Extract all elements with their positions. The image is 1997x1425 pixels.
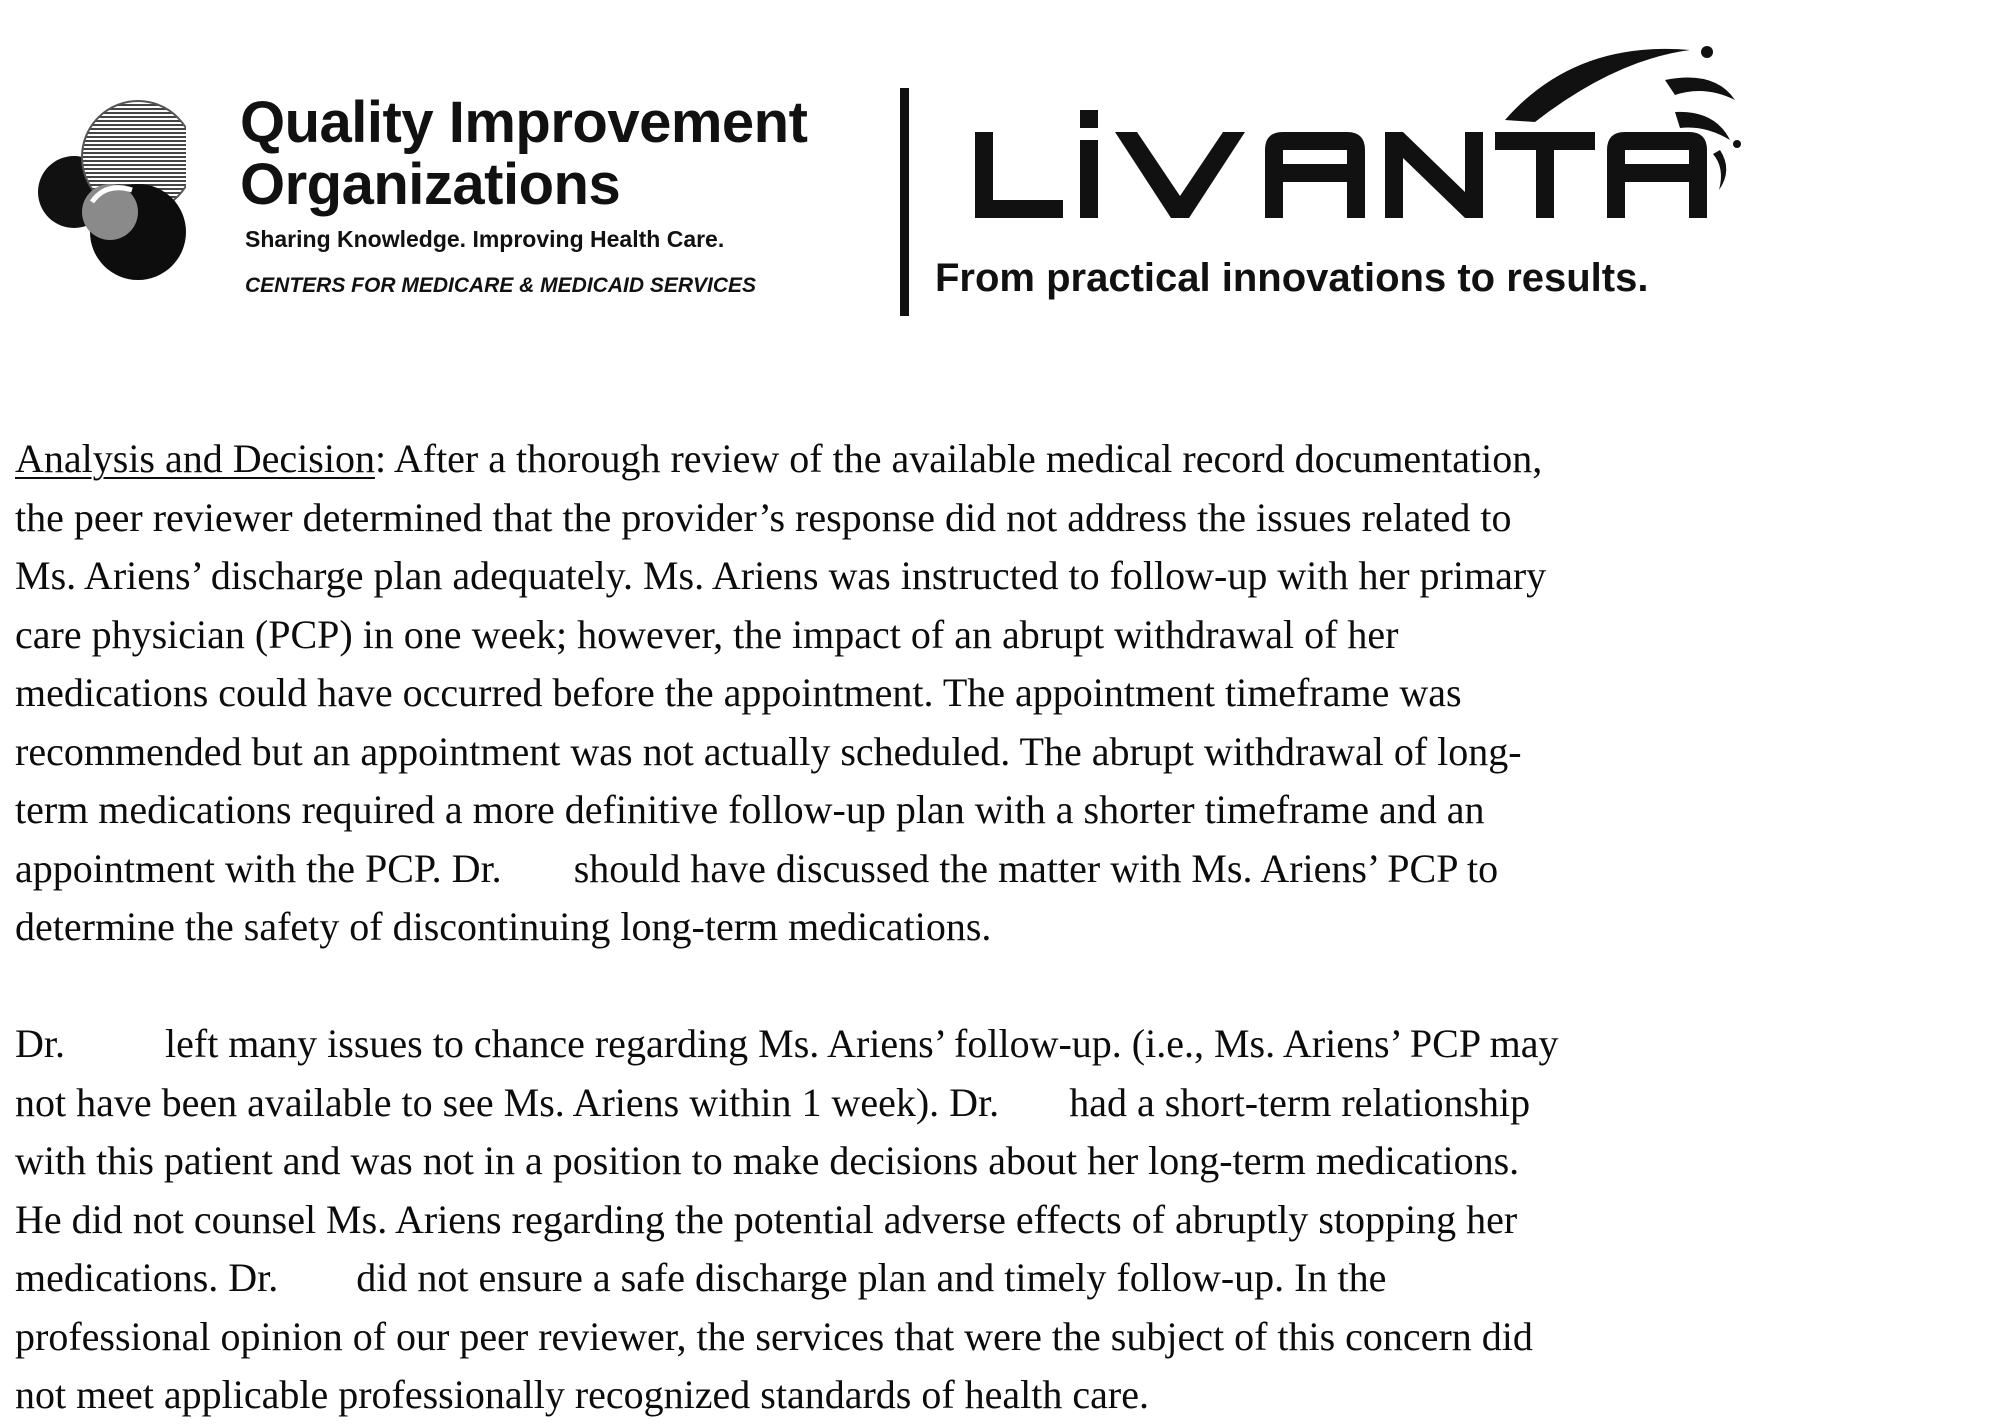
text-line: professional opinion of our peer reviewer, the services that were the subject of this concern did	[15, 1313, 1533, 1359]
qio-tagline: Sharing Knowledge. Improving Health Care.	[245, 226, 725, 252]
text-line	[15, 1015, 1990, 1074]
livanta-tagline: From practical innovations to results.	[935, 256, 1649, 300]
paragraph-follow-up	[15, 1015, 1990, 1425]
text-line: medications could have occurred before the appointment. The appointment timeframe was	[15, 670, 1462, 715]
text-line	[15, 430, 1990, 489]
paragraph-spacer	[15, 957, 1990, 1016]
text-line: with this patient and was not in a position to make decisions about her long-term medications.	[15, 1138, 1520, 1183]
text-line: not meet applicable professionally recognized standards of health care.	[15, 1372, 1149, 1417]
text-segment: Dr.	[15, 1021, 65, 1066]
text-line: He did not counsel Ms. Ariens regarding the potential adverse effects of abruptly stopping her	[15, 1196, 1518, 1242]
qio-logo-icon	[36, 92, 186, 292]
text-segment: appointment with the PCP. Dr.	[15, 845, 502, 891]
text-line: care physician (PCP) in one week; however, the impact of an abrupt withdrawal of her	[15, 611, 1399, 657]
text-line	[15, 1249, 1990, 1308]
text-segment: medications. Dr.	[15, 1255, 279, 1300]
qio-cms-label: CENTERS FOR MEDICARE & MEDICAID SERVICES	[245, 274, 757, 297]
text-line	[15, 840, 1990, 899]
text-line: determine the safety of discontinuing long-term medications.	[15, 904, 992, 949]
text-segment: had a short-term relationship	[1069, 1079, 1531, 1125]
text-line	[15, 1074, 1990, 1133]
text-line: term medications required a more definitive follow-up plan with a shorter timeframe and an	[15, 787, 1485, 832]
heading-continuation: : After a thorough review of the available medical record documentation,	[374, 436, 1543, 481]
qio-title	[240, 92, 807, 216]
text-segment: left many issues to chance regarding Ms. Ariens’ follow-up. (i.e., Ms. Ariens’ PCP may	[165, 1021, 1559, 1066]
text-segment: should have discussed the matter with Ms. Ariens’ PCP to	[573, 845, 1499, 891]
document-body	[15, 430, 1990, 1425]
qio-title-line2: Organizations	[240, 152, 621, 217]
text-segment: not have been available to see Ms. Ariens within 1 week). Dr.	[15, 1079, 1000, 1125]
paragraph-analysis-decision	[15, 430, 1990, 957]
section-heading: Analysis and Decision	[15, 436, 375, 481]
text-segment: did not ensure a safe discharge plan and timely follow-up. In the	[356, 1255, 1387, 1300]
text-line: Ms. Ariens’ discharge plan adequately. Ms. Ariens was instructed to follow-up with her primary	[15, 553, 1547, 598]
letterhead	[0, 0, 1997, 330]
qio-title-line1: Quality Improvement	[240, 90, 808, 155]
livanta-logo-icon	[975, 40, 1745, 240]
text-line: the peer reviewer determined that the provider’s response did not address the issues related to	[15, 494, 1512, 540]
text-line: recommended but an appointment was not actually scheduled. The abrupt withdrawal of long-	[15, 728, 1522, 774]
header-divider	[900, 88, 909, 316]
